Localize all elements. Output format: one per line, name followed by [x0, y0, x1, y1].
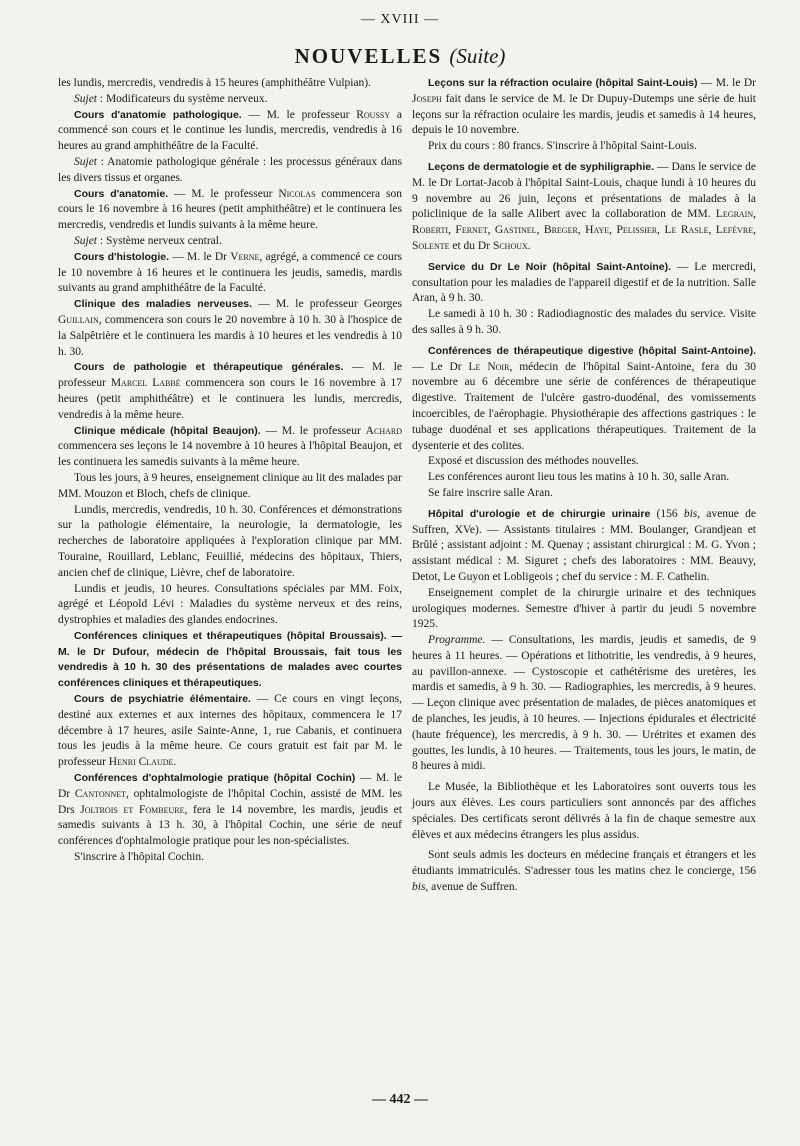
paragraph: Se faire inscrire salle Aran.	[428, 486, 553, 499]
page-number: — 442 —	[372, 1092, 428, 1107]
paragraph: Cours d'anatomie pathologique. — M. le professeur Roussy a commencé son cours et le continue les lundis, mercredis, vendredis à 16 heures au grand amphithéâtre de la Faculté.	[58, 108, 402, 153]
paragraph: Service du Dr Le Noir (hôpital Saint-Antoine). — Le mercredi, consultation pour les maladies de l'appareil digestif et de la nutrition. Salle Aran, à 9 h. 30.	[412, 260, 756, 305]
paragraph: Conférences cliniques et thérapeutiques (hôpital Broussais). — M. le Dr Dufour, médecin de l'hôpital Broussais, fait tous les vendredis à 10 h. 30 des présentations de malades avec courtes conférences cliniques et thérapeutiques.	[58, 629, 402, 690]
paragraph: Cours d'anatomie. — M. le professeur Nicolas commencera son cours le 16 novembre à 16 heures (petit amphithéâtre) et le continuera les mercredis, vendredis et lundis suivants à la même heure.	[58, 187, 402, 232]
paragraph: Enseignement complet de la chirurgie urinaire et des techniques urologiques modernes. Semestre d'hiver à partir du jeudi 5 novembre 1925.	[412, 586, 756, 631]
paragraph: Tous les jours, à 9 heures, enseignement clinique au lit des malades par MM. Mouzon et Bloch, chefs de clinique.	[58, 471, 402, 500]
paragraph: S'inscrire à l'hôpital Cochin.	[74, 851, 204, 864]
paragraph: Prix du cours : 80 francs. S'inscrire à l'hôpital Saint-Louis.	[428, 140, 697, 153]
paragraph: Le Musée, la Bibliothèque et les Laboratoires sont ouverts tous les jours aux élèves. Les cours particuliers sont annoncés par des affiches spéciales. Des certificats seront délivrés à la fin de chaque semestre aux élèves et aux médecins étrangers les plus assidus.	[412, 781, 756, 841]
paragraph: Sont seuls admis les docteurs en médecine français et étrangers et les étudiants immatriculés. S'adresser tous les matins chez le concierge, 156 bis, avenue de Suffren.	[412, 849, 756, 894]
paragraph: Lundis et jeudis, 10 heures. Consultations spéciales par MM. Foix, agrégé et Léopold Lévi : Maladies du système nerveux et des reins, dystrophies et maladies des glandes endocrines.	[58, 582, 402, 627]
right-column	[412, 76, 756, 896]
paragraph: Conférences d'ophtalmologie pratique (hôpital Cochin) — M. le Dr Cantonnet, ophtalmologiste de l'hôpital Cochin, assisté de MM. les Drs Joltrois et Fombeure, fera le 14 novembre, les mardis, jeudis et samedis suivants à 13 h. 30, à l'hôpital Cochin, une série de neuf conférences d'ophtalmologie pratique pour les non-spécialistes.	[58, 772, 403, 848]
paragraph: Cours de psychiatrie élémentaire. — Ce cours en vingt leçons, destiné aux externes et aux internes des hôpitaux, commencera le 17 décembre à 17 heures, asile Sainte-Anne, 1, rue Cabanis, et continuera tous les jeudis à la même heure. Ce cours gratuit est fait par M. le professeur Henri Claude.	[58, 693, 402, 769]
paragraph: Programme. — Consultations, les mardis, jeudis et samedis, de 9 heures à 11 heures. — Opérations et lithotritie, les vendredis, à 9 heures, au pavillon-annexe. — Cystoscopie et cathétérisme des uretères, les mardis et samedis, à 9 h. 30. — Radiographies, les mercredis, à 9 heures. — Leçon clinique avec présentation de malades, de pièces anatomiques et de planches, les jeudis, à 10 heures. — Injections épidurales et électricité (haute fréquence), les mercredis, à 9 h. 30. — Urétrites et examen des gouttes, les lundis, à 10 heures. — Traitements, tous les jours, le matin, de 8 heures à midi.	[412, 634, 756, 773]
paragraph: Clinique des maladies nerveuses. — M. le professeur Georges Guillain, commencera son cours le 20 novembre à 10 h. 30 à l'hospice de la Salpêtrière et le continuera les mardis à 10 heures et les vendredis à 10 h. 30.	[58, 298, 402, 358]
paragraph: Leçons sur la réfraction oculaire (hôpital Saint-Louis) — M. le Dr Joseph fait dans le service de M. le Dr Dupuy-Dutemps une série de huit leçons sur la réfraction oculaire les mardis, jeudis et samedis à 14 heures, depuis le 10 novembre.	[412, 77, 756, 137]
paragraph: Leçons de dermatologie et de syphiligraphie. — Dans le service de M. le Dr Lortat-Jacob à l'hôpital Saint-Louis, chaque lundi à 10 heures du 9 novembre au 26 juin, leçons et présentations de malades à la policlinique de la salle Alibert avec la collaboration de MM. Legrain, Roberti, Fernet, Gastinel, Breger, Haye, Pelissier, Le Rasle, Lefèvre, Solente et du Dr Schoux.	[412, 160, 756, 252]
paragraph: Cours de pathologie et thérapeutique générales. — M. le professeur Marcel Labbé commencera son cours le 16 novembre à 17 heures (petit amphithéâtre) et le continuera les lundis, mercredis, vendredis à la même heure.	[58, 361, 403, 421]
paragraph: Conférences de thérapeutique digestive (hôpital Saint-Antoine). — Le Dr Le Noir, médecin de l'hôpital Saint-Antoine, fera du 30 novembre au 6 décembre une série de conférences de thérapeutique digestive. Traitement de l'ulcère gastro-duodénal, des vomissements incoercibles, de l'aérophagie. Physiothérapie des affections gastriques : le tubage duodénal et ses applications thérapeutiques. Traitement de la dysenterie et des colites.	[412, 344, 757, 452]
paragraph: Les conférences auront lieu tous les matins à 10 h. 30, salle Aran.	[428, 471, 730, 484]
paragraph: Exposé et discussion des méthodes nouvelles.	[428, 455, 639, 468]
roman-page-number: — XVIII —	[360, 12, 440, 27]
section-heading	[0, 44, 800, 69]
paragraph: Sujet : Anatomie pathologique générale : les processus généraux dans les divers tissus et organes.	[58, 155, 402, 184]
paragraph: Hôpital d'urologie et de chirurgie urinaire (156 bis, avenue de Suffren, XVe). — Assistants titulaires : MM. Boulanger, Grandjean et Brûlé ; assistant adjoint : M. Quenay ; assistant chirurgical : M. G. Yvon ; assistant médical : M. Siguret ; chefs des laboratoires : MM. Beauvy, Detot, Le Guyon et Lobligeois ; chef du service : M. F. Cathelin.	[412, 507, 756, 583]
heading-title: NOUVELLES	[294, 44, 443, 68]
paragraph: Lundis, mercredis, vendredis, 10 h. 30. Conférences et démonstrations sur la pathologie élémentaire, la neurologie, la dermatologie, les recherches de laboratoire appliquées à l'exploration clinique par MM. Touraine, Rouillard, Leblanc, Feuillié, médecins des hôpitaux, Thiers, ancien chef de clinique, Lièvre, chef de laboratoire.	[58, 503, 402, 579]
paragraph: Clinique médicale (hôpital Beaujon). — M. le professeur Achard commencera ses leçons le 14 novembre à 10 heures à l'hôpital Beaujon, et les continuera les samedis suivants à la même heure.	[58, 424, 402, 469]
paragraph: Le samedi à 10 h. 30 : Radiodiagnostic des malades du service. Visite des salles à 9 h. 30.	[412, 308, 756, 336]
left-column	[58, 76, 402, 866]
paragraph: les lundis, mercredis, vendredis à 15 heures (amphithéâtre Vulpian).	[58, 77, 372, 89]
paragraph: Sujet : Modificateurs du système nerveux.	[74, 92, 268, 105]
paragraph: Cours d'histologie. — M. le Dr Verne, agrégé, a commencé ce cours le 10 novembre à 16 heures et le continuera les jeudis, samedis, mardis suivants au grand amphithéâtre de la Faculté.	[58, 250, 402, 295]
paragraph: Sujet : Système nerveux central.	[74, 234, 222, 247]
heading-suite: (Suite)	[449, 44, 506, 68]
